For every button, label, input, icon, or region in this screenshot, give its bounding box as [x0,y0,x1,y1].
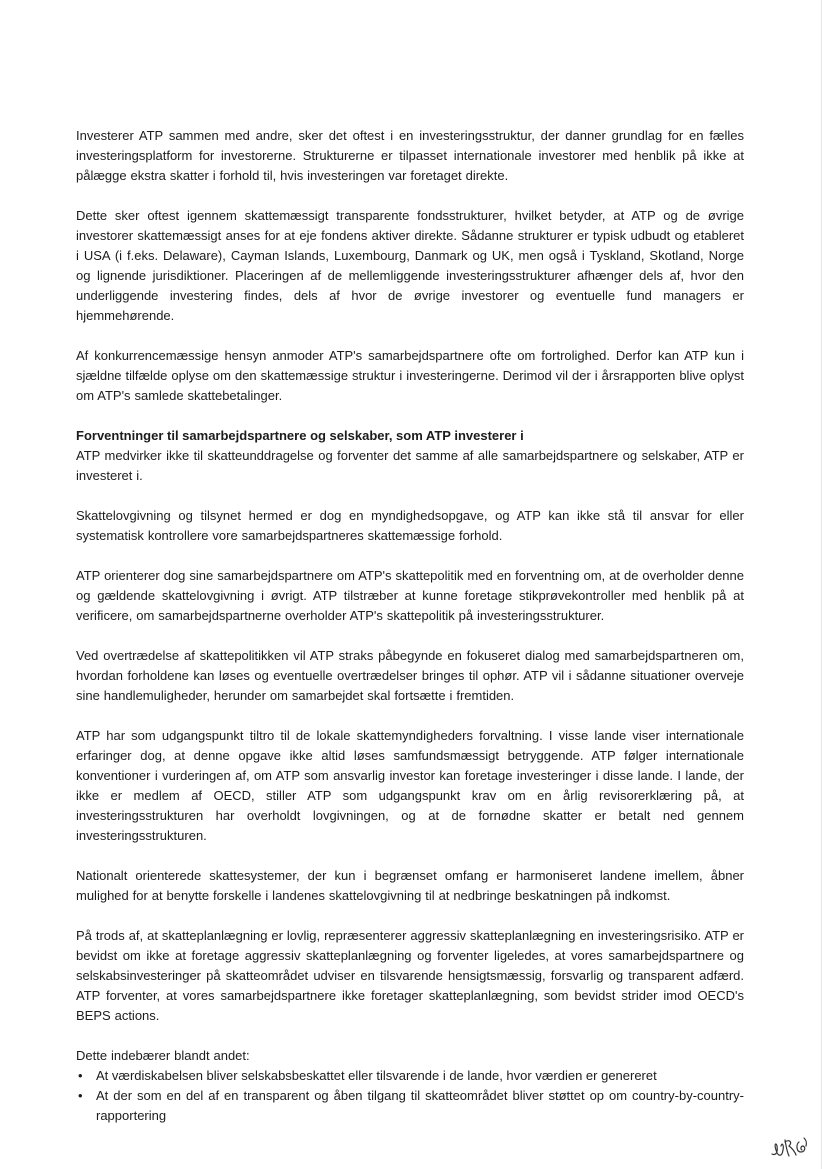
paragraph-authority-responsibility: Skattelovgivning og tilsynet hermed er dog en myndighedsopgave, og ATP kan ikke stå til ansvar for eller systematisk kontrollere vore samarbejdspartneres skattemæssige forhold. [76,508,744,543]
list-item [76,1086,744,1126]
document-page [76,126,744,1126]
list-item-text: At der som en del af en transparent og åben tilgang til skatteområdet bliver støttet op om country-by-country-rapportering [96,1088,744,1123]
paragraph-aggressive-tax-planning: På trods af, at skatteplanlægning er lovlig, repræsenterer aggressiv skatteplanlægning en investeringsrisiko. ATP er bevidst om ikke at foretage aggressiv skatteplanlægning og forventer ligeledes, at vores samarbejdspartnere og selskabsinvesteringer på skatteområdet udviser en tilsvarende hensigtsmæssig, forsvarlig og transparent adfærd. ATP forventer, at vores samarbejdspartnere ikke foretager skatteplanlægning, som bevidst strider imod OECD's BEPS actions. [76,928,744,1023]
paragraph-confidentiality: Af konkurrencemæssige hensyn anmoder ATP's samarbejdspartnere ofte om fortrolighed. Derfor kan ATP kun i sjældne tilfælde oplyse om den skattemæssige struktur i investeringerne. Derimod vil der i årsrapporten blive oplyst om ATP's samlede skattebetalinger. [76,348,744,403]
list-intro: Dette indebærer blandt andet: [76,1048,250,1063]
paragraph-violation-dialogue: Ved overtrædelse af skattepolitikken vil ATP straks påbegynde en fokuseret dialog med samarbejdspartneren om, hvordan forholdene kan løses og eventuelle overtrædelser bringes til ophør. ATP vil i sådanne situationer overveje sine handlemuligheder, herunder om samarbejdet skal fortsætte i fremtiden. [76,648,744,703]
paragraph-transparent-funds: Dette sker oftest igennem skattemæssigt transparente fondsstrukturer, hvilket betyder, at ATP og de øvrige investorer skattemæssigt anses for at eje fondens aktiver direkte. Sådanne strukturer er typisk udbudt og etableret i USA (i f.eks. Delaware), Cayman Islands, Luxembourg, Danmark og UK, men også i Tyskland, Skotland, Norge og lignende jurisdiktioner. Placeringen af de mellemliggende investeringsstrukturer afhænger dels af, hvor den underliggende investering findes, dels af hvor de øvrige investorer og eventuelle fund managers er hjemmehørende. [76,208,744,323]
handwritten-initials-signature [768,1130,812,1162]
list-item [76,1066,744,1086]
list-item-text: At værdiskabelsen bliver selskabsbeskattet eller tilsvarende i de lande, hvor værdien er genereret [96,1068,657,1083]
paragraph-partner-orientation: ATP orienterer dog sine samarbejdspartnere om ATP's skattepolitik med en forventning om, at de overholder denne og gældende skattelovgivning i øvrigt. ATP tilstræber at kunne foretage stikprøvekontroller med henblik på at verificere, om samarbejdspartnerne overholder ATP's skattepolitik på investeringsstrukturer. [76,568,744,623]
bullet-icon: • [78,1068,83,1083]
paragraph-local-authorities: ATP har som udgangspunkt tiltro til de lokale skattemyndigheders forvaltning. I visse lande viser internationale erfaringer dog, at denne opgave ikke altid løses samfundsmæssigt betryggende. ATP følger internationale konventioner i vurderingen af, om ATP som ansvarlig investor kan foretage investeringer i disse lande. I lande, der ikke er medlem af OECD, stiller ATP som udgangspunkt krav om en årlig revisorerklæring på, at investeringsstrukturen har overholdt lovgivningen, og at de fornødne skatter er betalt ned gennem investeringsstrukturen. [76,728,744,843]
section-heading: Forventninger til samarbejdspartnere og selskaber, som ATP investerer i [76,428,524,443]
scan-edge-line [821,0,822,1169]
paragraph-investment-structure: Investerer ATP sammen med andre, sker det oftest i en investeringsstruktur, der danner grundlag for en fælles investeringsplatform for investorerne. Strukturerne er tilpasset internationale investorer med henblik på ikke at pålægge ekstra skatter i forhold til, hvis investeringen var foretaget direkte. [76,128,744,183]
bullet-icon: • [78,1088,83,1103]
paragraph-national-tax-systems: Nationalt orienterede skattesystemer, der kun i begrænset omfang er harmoniseret landene imellem, åbner mulighed for at benytte forskelle i landenes skattelovgivning til at nedbringe beskatningen på indkomst. [76,868,744,903]
bullet-list [76,1066,744,1126]
paragraph-no-tax-evasion: ATP medvirker ikke til skatteunddragelse og forventer det samme af alle samarbejdspartnere og selskaber, ATP er investeret i. [76,448,744,483]
